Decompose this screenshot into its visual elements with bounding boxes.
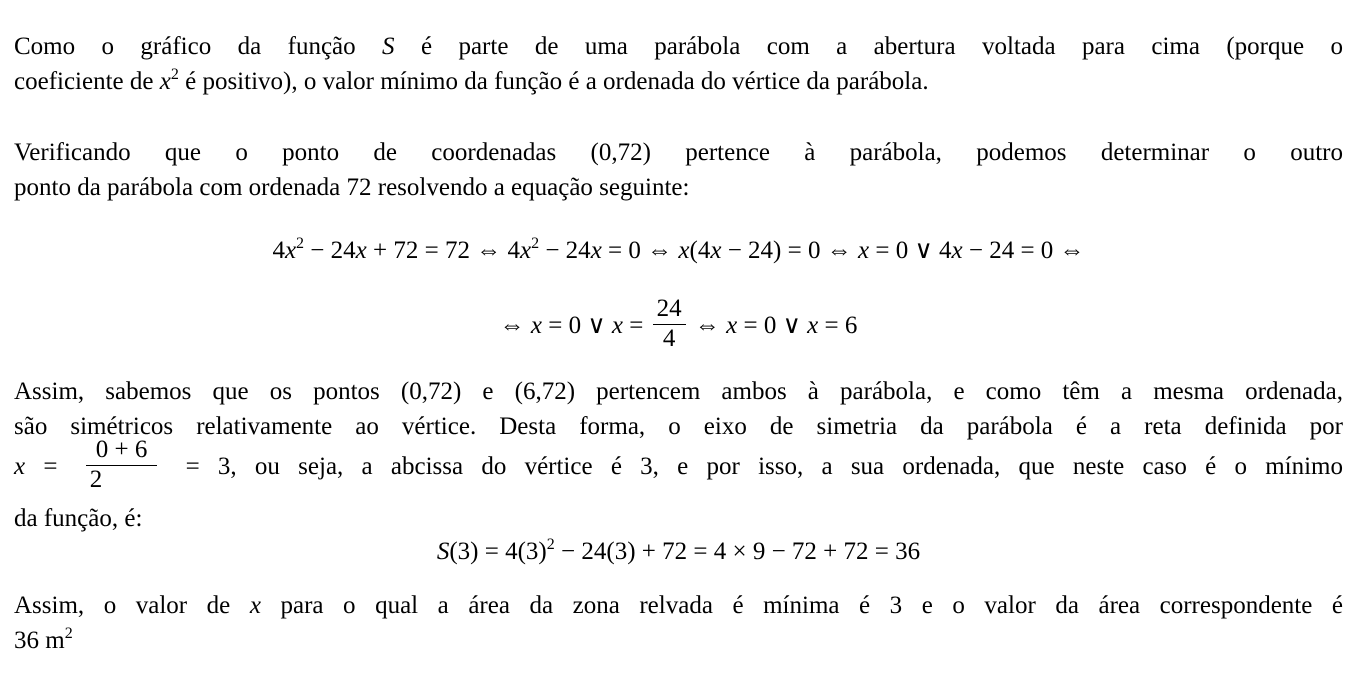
paragraph-intro-line-2: coeficiente de $x^2$ é positivo), o valor mínimo da função é a ordenada do vértice da parábola. <box>14 66 929 95</box>
fraction-24-over-4: $\frac{24}{4}$ <box>653 294 686 353</box>
paragraph-symmetry-line-2: são simétricos relativamente ao vértice. Desta forma, o eixo de simetria da parábola é a reta definida por <box>14 413 1343 440</box>
paragraph-intro-line-1: Como o gráfico da função S é parte de uma parábola com a abertura voltada para cima (porque o <box>14 33 1343 60</box>
paragraph-symmetry-line-1: Assim, sabemos que os pontos (0,72) e (6,72) pertencem ambos à parábola, e como têm a mesma ordenada, <box>14 378 1343 405</box>
paragraph-conclusion-line-2: 36 $m^2$ <box>14 625 73 654</box>
fraction-0-plus-6-over-2: $\frac{0 + 6}{2}$ <box>86 435 158 494</box>
paragraph-verify-line-2: ponto da parábola com ordenada 72 resolvendo a equação seguinte: <box>14 174 690 201</box>
paragraph-symmetry-line-4: da função, é: <box>14 505 143 532</box>
paragraph-conclusion-line-1: Assim, o valor de x para o qual a área da zona relvada é mínima é 3 e o valor da área correspondente é <box>14 592 1343 619</box>
equation-2: ⇔ x = 0 ∨ x = $\frac{24}{4}$ ⇔ x = 0 ∨ x = 6 <box>499 294 858 352</box>
variable-s: S <box>382 33 395 60</box>
paragraph-verify-line-1: Verificando que o ponto de coordenadas (0,72) pertence à parábola, podemos determinar o outro <box>14 139 1343 166</box>
paragraph-symmetry-line-3: x = $\frac{0 + 6}{2}$ = 3, ou seja, a abcissa do vértice é 3, e por isso, a sua ordenada, que neste caso é o mínimo <box>14 435 1344 493</box>
equation-3: $S(3) = 4(3)^2 - 24(3) + 72 = 4 \times 9 - 72 + 72 = 36$ <box>436 536 921 565</box>
equation-1: $4x^2 - 24x + 72 = 72$ ⇔ $4x^2 - 24x = 0$ ⇔ x(4x − 24) = 0 ⇔ x = 0 ∨ 4x − 24 = 0 ⇔ <box>272 235 1085 264</box>
